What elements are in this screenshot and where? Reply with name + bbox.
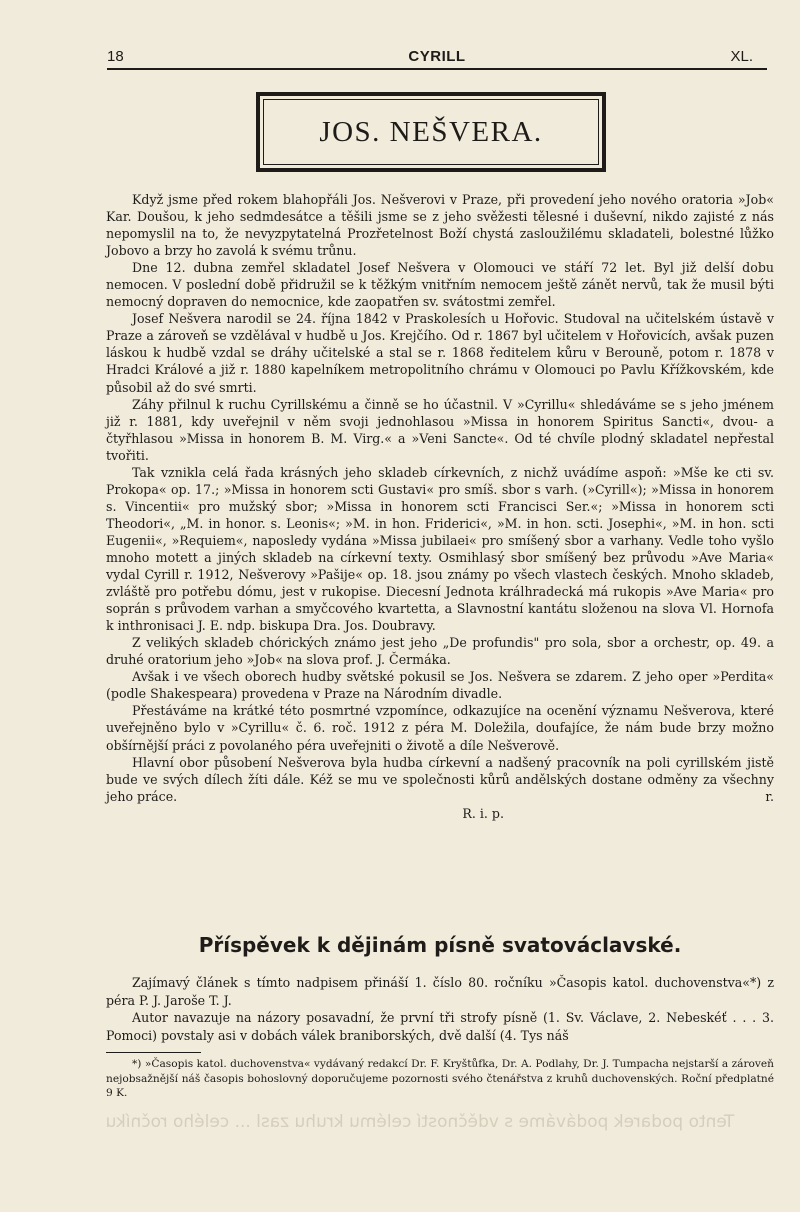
article-title: JOS. NEŠVERA. xyxy=(319,116,543,148)
header-rule xyxy=(107,68,767,70)
paragraph: Když jsme před rokem blahopřáli Jos. Nešverovi v Praze, při provedení jeho nového oratoria »Job« Kar. Doušou, k jeho sedmdesátce a těšili jsme se z jeho svěžesti tělesné i duševní, nikdo zajisté z nás nepomyslil na to, že nevyzpytatelná Prozřetelnost Boží chystá zasloužilému skladateli, bolestné lůžko Jobovo a brzy ho zavolá k svému trůnu. xyxy=(106,192,774,259)
paragraph: Z velikých skladeb chórických známo jest jeho „De profundis" pro sola, sbor a orchestr, op. 49. a druhé oratorium jeho »Job« na slova prof. J. Čermáka. xyxy=(106,635,774,668)
bleed-through-text: Tento podarek podáváme s vděčností celému kruhu zasl ... celého ročníku xyxy=(105,1112,735,1132)
signature-initial: r. xyxy=(765,788,774,804)
footnote xyxy=(106,1057,774,1101)
paragraph: Josef Nešvera narodil se 24. října 1842 v Praskolesích u Hořovic. Studoval na učitelském ústavě v Praze a zároveň se vzdělával v hudbě u Jos. Krejčího. Od r. 1867 byl učitelem v Hořovicích, avšak puzen láskou k hudbě vzdal se dráhy učitelské a stal se r. 1868 ředitelem kůru v Berouně, potom r. 1878 v Hradci Králové a již r. 1880 kapelníkem metropolitního chrámu v Olomouci po Pavlu Křížkovském, kde působil až do své smrti. xyxy=(106,311,774,395)
signature: R. i. p. xyxy=(462,805,504,821)
footnote-text: *) »Časopis katol. duchovenstva« vydávaný redakcí Dr. F. Kryštůfka, Dr. A. Podlahy, Dr. J. Tumpacha nejstarší a zároveň nejobsažnější náš časopis bohoslovný doporučujeme pozornosti svého čtenářstva z kruhů duchovenských. Roční předplatné 9 K. xyxy=(106,1058,774,1099)
article-title-frame xyxy=(256,92,606,172)
page-number: 18 xyxy=(107,48,124,65)
paragraph: Přestáváme na krátké této posmrtné vzpomínce, odkazujíce na ocenění významu Nešverova, které uveřejněno bylo v »Cyrillu« č. 6. roč. 1912 z péra M. Doležila, doufajíce, že nám bude brzy možno obšírnější práci z povolaného péra uveřejniti o životě a díle Nešverově. xyxy=(106,703,774,753)
paragraph: Avšak i ve všech oborech hudby světské pokusil se Jos. Nešvera se zdarem. Z jeho oper »Perdita« (podle Shakespeara) provedena v Praze na Národním divadle. xyxy=(106,669,774,702)
paragraph: Tak vznikla celá řada krásných jeho skladeb církevních, z nichž uvádíme aspoň: »Mše ke cti sv. Prokopa« op. 17.; »Missa in honorem scti Gustavi« pro smíš. sbor s varh. (»Cyrill«); »Missa in honorem s. Vincentii« pro mužský sbor; »Missa in honorem scti Francisci Ser.«; »Missa in honorem scti Theodori«, „M. in honor. s. Leonis«; »M. in hon. Friderici«, »M. in hon. scti. Josephi«, »M. in hon. scti Eugenii«, »Requiem«, naposledy vydána »Missa jubilaei« pro smíšený sbor a varhany. Vedle toho vyšlo mnoho motett a jiných skladeb na církevní texty. Osmihlasý sbor smíšený bez průvodu »Ave Maria« vydal Cyrill r. 1912, Nešverovy »Pašije« op. 18. jsou známy po všech vlastech českých. Mnoho skladeb, zvláště pro potřebu dómu, jest v rukopise. Diecesní Jednota králhradecká má rukopis »Ave Maria« pro soprán s průvodem varhan a smyčcového kvartetta, a Slavnostní kantátu složenou na slova Vl. Hornofa k inthronisaci J. E. ndp. biskupa Dra. Jos. Doubravy. xyxy=(106,464,774,634)
journal-title: CYRILL xyxy=(408,48,466,65)
article2-title: Příspěvek k dějinám písně svatováclavské. xyxy=(198,933,682,957)
paragraph: Záhy přilnul k ruchu Cyrillskému a činně se ho účastnil. V »Cyrillu« shledáváme se s jeho jménem již r. 1881, kdy uveřejnil v něm svoji jednohlasou »Missa in honorem Spiritus Sancti«, dvou- a čtyřhlasou »Missa in honorem B. M. Virg.« a »Veni Sancte«. Od té chvíle plodný skladatel nepřestal tvořiti. xyxy=(106,396,774,463)
footnote-rule xyxy=(106,1052,201,1053)
article2-body xyxy=(106,974,774,1044)
paragraph: Zajímavý článek s tímto nadpisem přináší 1. číslo 80. ročníku »Časopis katol. duchovenstva«*) z péra P. J. Jaroše T. J. xyxy=(106,975,774,1008)
paragraph-text: Hlavní obor působení Nešverova byla hudba církevní a nadšený pracovník na poli cyrillském jistě bude ve svých dílech žíti dále. Kéž se mu ve společnosti kůrů andělských dostane odměny za všechny jeho práce. xyxy=(106,754,774,804)
paragraph: Autor navazuje na názory posavadní, že první tři strofy písně (1. Sv. Václave, 2. Nebeskéť . . . 3. Pomoci) povstaly asi v dobách válek braniborských, dvě další (4. Tys náš xyxy=(106,1010,774,1043)
running-header xyxy=(107,48,767,68)
paragraph xyxy=(106,754,774,805)
article-body xyxy=(106,191,774,822)
volume-number: XL. xyxy=(730,48,753,65)
paragraph: Dne 12. dubna zemřel skladatel Josef Nešvera v Olomouci ve stáří 72 let. Byl již delší dobu nemocen. V poslední době přidružil se k těžkým vnitřním nemocem ještě zánět nervů, tak že musil býti nemocný dopraven do nemocnice, kde zaopatřen sv. svátostmi zemřel. xyxy=(106,260,774,310)
